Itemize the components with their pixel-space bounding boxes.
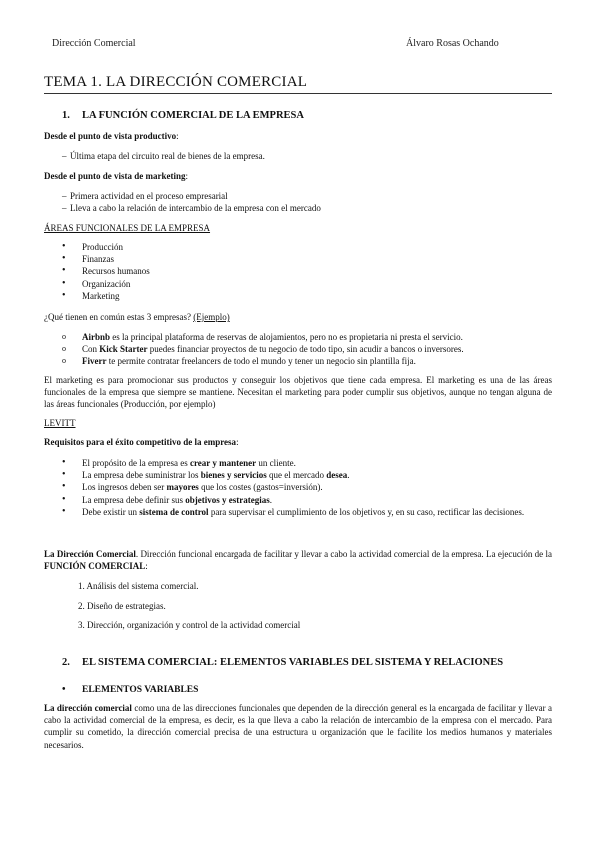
list-item-text: Primera actividad en el proceso empresarial (70, 191, 228, 201)
req-text: . (269, 494, 272, 505)
dc-bold-2: FUNCIÓN COMERCIAL (44, 561, 146, 572)
req-bold: objetivos y estrategias (185, 494, 270, 505)
areas-list (44, 241, 552, 302)
req-bold: crear y mantener (189, 458, 257, 468)
req-text: Los ingresos deben ser (82, 482, 167, 493)
section-1-title: LA FUNCIÓN COMERCIAL DE LA EMPRESA (82, 110, 304, 121)
req-bold: bienes y servicios (200, 470, 267, 481)
list-item (44, 469, 552, 481)
req-text: que el mercado (266, 470, 327, 481)
dc-end: : (145, 561, 148, 572)
req-bold: desea (326, 470, 348, 481)
list-item (44, 343, 552, 355)
header-author: Álvaro Rosas Ochando (406, 38, 499, 49)
company-name: Kick Starter (99, 344, 148, 355)
dc-bold: La Dirección Comercial (44, 549, 136, 559)
section-2-sub-list (44, 684, 552, 696)
req-text: que los costes (gastos=inversión). (198, 482, 323, 493)
section-2-bold: La dirección comercial (44, 703, 132, 713)
list-item-text: Lleva a cabo la relación de intercambio de la empresa con el mercado (70, 203, 321, 214)
companies-list (44, 331, 552, 368)
marketing-view-list (44, 190, 552, 214)
section-2-paragraph (44, 702, 552, 751)
section-2-text: como una de las direcciones funcionales que dependen de la dirección general es la encargada de facilitar y llevar a cabo la actividad comercial de la empresa, es decir, es la que lleva a cabo la relación de intercambio de la empresa con el mercado. Para cumplir su cometido, la dirección comercial precisa de una estructura u organización que le facilite los medios humanos y materiales necesarios. (44, 703, 552, 750)
marketing-view-label: Desde el punto de vista de marketing: (44, 171, 189, 181)
req-bold: mayores (166, 482, 199, 493)
section-1-heading (62, 110, 304, 121)
example-link[interactable]: (Ejemplo) (193, 312, 230, 322)
header-subject: Dirección Comercial (52, 38, 136, 49)
company-prefix: Con (82, 344, 100, 355)
list-item (44, 494, 552, 506)
list-item: • Recursos humanos (44, 265, 552, 277)
productive-view-list (44, 150, 552, 162)
steps-list (44, 580, 552, 639)
productive-view-label: Desde el punto de vista productivo: (44, 131, 179, 141)
req-text: Debe existir un (82, 506, 140, 517)
list-item (44, 331, 552, 343)
question-text: ¿Qué tienen en común estas 3 empresas? (44, 312, 191, 322)
company-name: Fiverr (82, 356, 107, 367)
req-text: La empresa debe suministrar los (82, 470, 201, 481)
company-desc: te permite contratar freelancers de todo el mundo y tener un negocio sin plantilla fija. (106, 356, 416, 367)
list-item (44, 190, 552, 202)
section-2-number: 2. (62, 657, 70, 668)
list-item (44, 202, 552, 214)
marketing-paragraph: El marketing es para promocionar sus productos y conseguir los objetivos que tiene cada empresa. El marketing es una de las áreas funcionales de la empresa que siempre se mantiene. Necesitan el marketing para poder cumplir sus objetivos, aunque no tengan alguna de las áreas funcionales (Producción, por ejemplo) (44, 375, 552, 410)
marketing-view-text: Desde el punto de vista de marketing (44, 171, 186, 181)
dc-text: . Dirección funcional encargada de facilitar y llevar a cabo la actividad comercial de la empresa. La ejecución de la (135, 549, 552, 559)
page-title: TEMA 1. LA DIRECCIÓN COMERCIAL (44, 74, 552, 94)
req-text: para supervisar el cumplimiento de los objetivos y, en su caso, rectificar las decisiones. (208, 506, 525, 517)
req-text: El propósito de la empresa es (82, 458, 190, 468)
list-item (44, 457, 552, 469)
question-line (44, 311, 552, 323)
list-item (44, 506, 552, 518)
list-item: • Producción (44, 241, 552, 253)
requirements-list (44, 457, 552, 518)
list-item-text: Última etapa del circuito real de bienes de la empresa. (70, 151, 265, 161)
req-text: . (347, 470, 350, 481)
section-2-title: EL SISTEMA COMERCIAL: ELEMENTOS VARIABLES DEL SISTEMA Y RELACIONES (82, 657, 504, 668)
levitt-heading: LEVITT (44, 418, 76, 428)
list-item: 1. Análisis del sistema comercial. (78, 581, 199, 591)
section-1-number: 1. (62, 110, 70, 121)
company-desc: puedes financiar proyectos de tu negocio de todo tipo, sin acudir a bancos o inversores. (147, 344, 464, 355)
req-text: un cliente. (256, 458, 296, 468)
section-2-heading (62, 657, 503, 668)
direccion-comercial-paragraph (44, 548, 552, 572)
req-text: La empresa debe definir sus (82, 494, 186, 505)
req-bold: sistema de control (139, 506, 209, 517)
list-item: • Marketing (44, 290, 552, 302)
list-item (44, 355, 552, 367)
list-item: 3. Dirección, organización y control de la actividad comercial (78, 620, 301, 631)
company-name: Airbnb (82, 332, 111, 342)
requirements-label-text: Requisitos para el éxito competitivo de la empresa (44, 437, 237, 447)
list-item (44, 481, 552, 493)
list-item (44, 150, 552, 162)
productive-view-text: Desde el punto de vista productivo (44, 131, 177, 141)
list-item: 2. Diseño de estrategias. (78, 600, 166, 611)
list-item: • ELEMENTOS VARIABLES (44, 684, 552, 696)
company-desc: es la principal plataforma de reservas de alojamientos, pero no es propietaria ni presta el servicio. (110, 332, 463, 342)
list-item: • Organización (44, 278, 552, 290)
list-item: • Finanzas (44, 253, 552, 265)
requirements-label: Requisitos para el éxito competitivo de la empresa: (44, 437, 239, 447)
areas-heading: ÁREAS FUNCIONALES DE LA EMPRESA (44, 223, 211, 233)
